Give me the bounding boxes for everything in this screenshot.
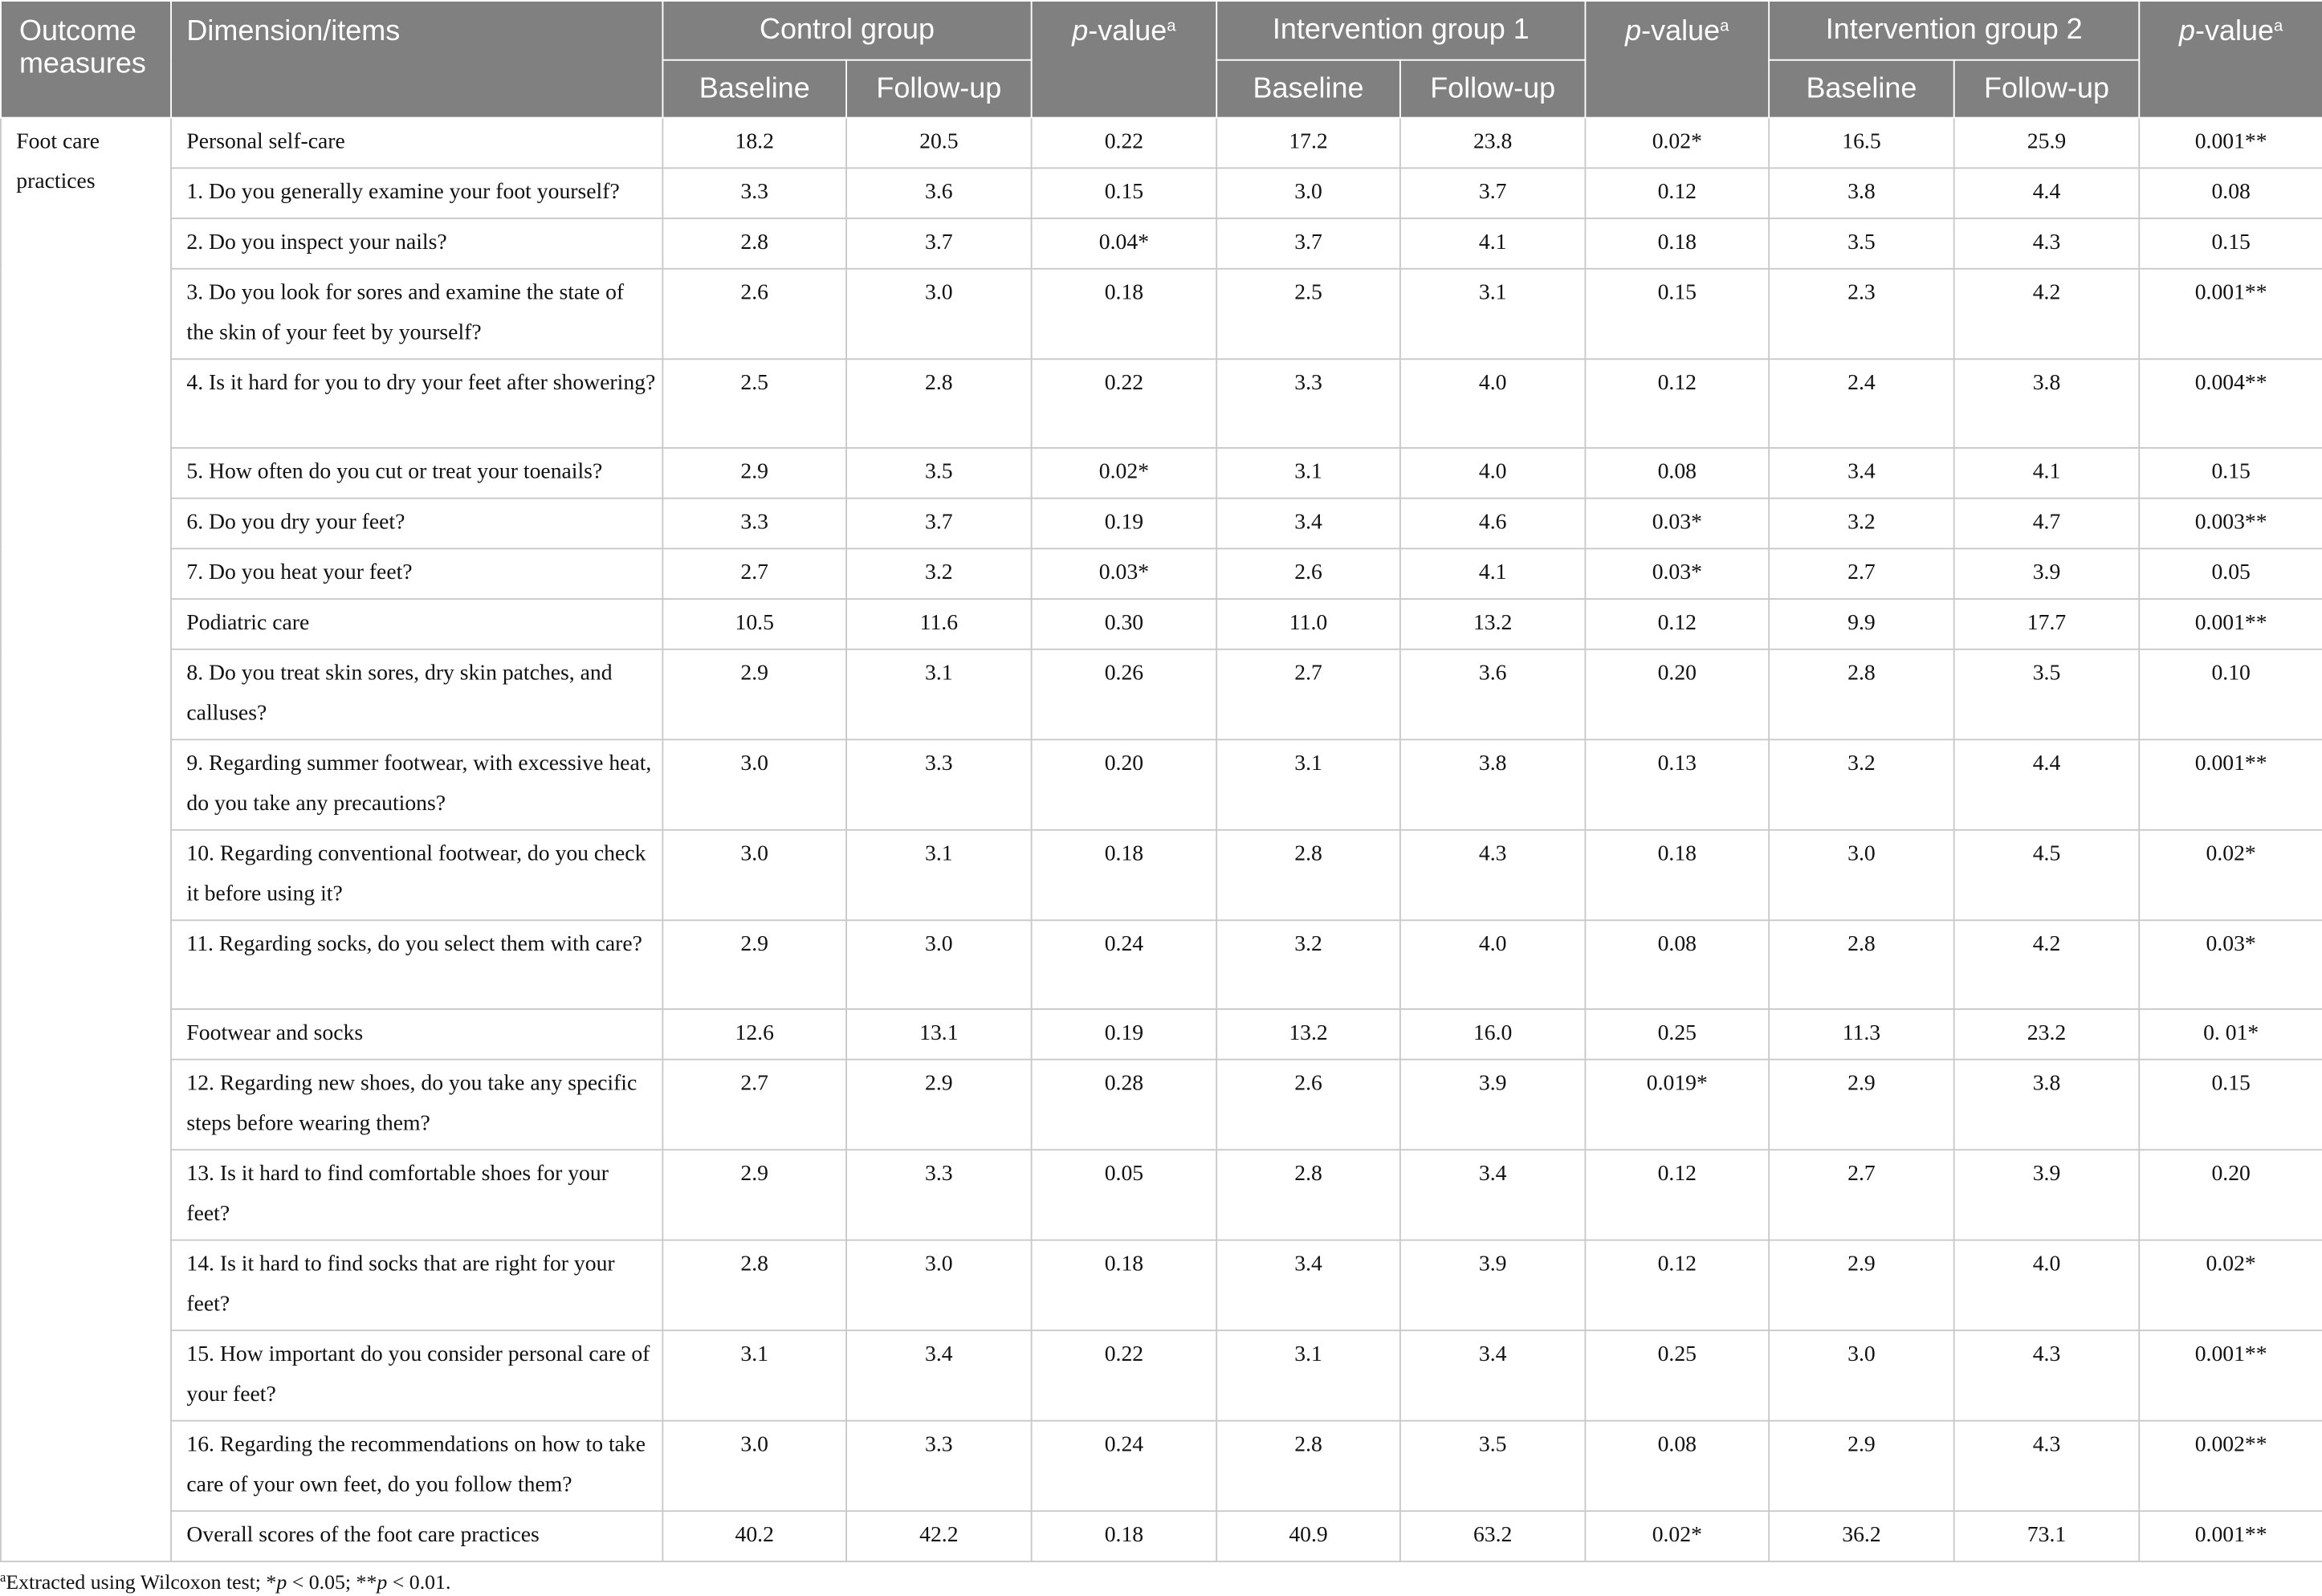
value-cell-i1-base: 40.9 <box>1216 1511 1400 1561</box>
table-row <box>1 168 2322 218</box>
value-cell-i2-base: 3.4 <box>1769 448 1954 499</box>
value-cell-i2-p: 0.05 <box>2139 548 2322 599</box>
value-cell-c-base: 3.3 <box>662 168 846 218</box>
value-cell-i2-base: 2.9 <box>1769 1240 1954 1331</box>
value-cell-i2-follow: 4.2 <box>1954 920 2140 1009</box>
item-cell: 10. Regarding conventional footwear, do you check it before using it? <box>171 830 662 921</box>
table-body <box>1 118 2322 1561</box>
value-cell-c-p: 0.02* <box>1032 448 1217 499</box>
value-cell-c-base: 18.2 <box>662 118 846 169</box>
value-cell-c-base: 10.5 <box>662 599 846 649</box>
value-cell-i1-base: 11.0 <box>1216 599 1400 649</box>
header-control-followup: Follow-up <box>846 60 1032 118</box>
item-cell: Overall scores of the foot care practices <box>171 1511 662 1561</box>
table-row <box>1 920 2322 1009</box>
value-cell-i2-base: 2.8 <box>1769 649 1954 740</box>
table-row <box>1 1330 2322 1421</box>
table-row <box>1 499 2322 549</box>
value-cell-c-follow: 20.5 <box>846 118 1032 169</box>
value-cell-i2-follow: 17.7 <box>1954 599 2140 649</box>
table-row <box>1 359 2322 448</box>
value-cell-i1-base: 2.8 <box>1216 830 1400 921</box>
value-cell-i2-p: 0.02* <box>2139 830 2322 921</box>
value-cell-i1-follow: 4.0 <box>1400 448 1586 499</box>
value-cell-i1-p: 0.03* <box>1585 548 1769 599</box>
value-cell-i1-base: 3.1 <box>1216 739 1400 830</box>
item-cell: Personal self-care <box>171 118 662 169</box>
value-cell-i2-base: 2.7 <box>1769 548 1954 599</box>
value-cell-i2-follow: 73.1 <box>1954 1511 2140 1561</box>
value-cell-c-follow: 3.3 <box>846 739 1032 830</box>
table-row <box>1 548 2322 599</box>
value-cell-c-base: 2.6 <box>662 269 846 360</box>
item-cell: 8. Do you treat skin sores, dry skin patches, and calluses? <box>171 649 662 740</box>
value-cell-c-p: 0.19 <box>1032 499 1217 549</box>
value-cell-i2-follow: 25.9 <box>1954 118 2140 169</box>
value-cell-c-base: 2.8 <box>662 1240 846 1331</box>
value-cell-c-base: 2.5 <box>662 359 846 448</box>
item-cell: 12. Regarding new shoes, do you take any specific steps before wearing them? <box>171 1060 662 1150</box>
value-cell-i1-p: 0.25 <box>1585 1009 1769 1060</box>
value-cell-i2-follow: 3.8 <box>1954 1060 2140 1150</box>
value-cell-i1-follow: 4.6 <box>1400 499 1586 549</box>
value-cell-c-p: 0.18 <box>1032 1240 1217 1331</box>
value-cell-i2-p: 0.08 <box>2139 168 2322 218</box>
value-cell-i2-base: 16.5 <box>1769 118 1954 169</box>
table-row <box>1 448 2322 499</box>
item-cell: 6. Do you dry your feet? <box>171 499 662 549</box>
value-cell-c-base: 2.7 <box>662 1060 846 1150</box>
value-cell-i2-follow: 4.3 <box>1954 1330 2140 1421</box>
header-control-baseline: Baseline <box>662 60 846 118</box>
value-cell-i2-base: 2.9 <box>1769 1060 1954 1150</box>
header-intervention-2-followup: Follow-up <box>1954 60 2140 118</box>
item-cell: 16. Regarding the recommendations on how to take care of your own feet, do you follow them? <box>171 1421 662 1512</box>
value-cell-i1-p: 0.12 <box>1585 1150 1769 1240</box>
table-row <box>1 1060 2322 1150</box>
table-row <box>1 218 2322 269</box>
value-cell-i2-base: 2.7 <box>1769 1150 1954 1240</box>
value-cell-c-base: 3.3 <box>662 499 846 549</box>
value-cell-c-p: 0.26 <box>1032 649 1217 740</box>
item-cell: Footwear and socks <box>171 1009 662 1060</box>
value-cell-c-base: 3.0 <box>662 739 846 830</box>
value-cell-i1-p: 0.12 <box>1585 599 1769 649</box>
value-cell-i1-base: 17.2 <box>1216 118 1400 169</box>
item-cell: 15. How important do you consider personal care of your feet? <box>171 1330 662 1421</box>
value-cell-i1-base: 3.3 <box>1216 359 1400 448</box>
table-row <box>1 1240 2322 1331</box>
table-row <box>1 1009 2322 1060</box>
header-intervention-group-1: Intervention group 1 <box>1216 1 1585 60</box>
item-cell: 13. Is it hard to find comfortable shoes for your feet? <box>171 1150 662 1240</box>
value-cell-i2-p: 0.001** <box>2139 1511 2322 1561</box>
item-cell: 3. Do you look for sores and examine the state of the skin of your feet by yourself? <box>171 269 662 360</box>
value-cell-i2-follow: 3.5 <box>1954 649 2140 740</box>
value-cell-c-p: 0.15 <box>1032 168 1217 218</box>
item-cell: 14. Is it hard to find socks that are right for your feet? <box>171 1240 662 1331</box>
header-control-group: Control group <box>662 1 1031 60</box>
value-cell-i2-base: 9.9 <box>1769 599 1954 649</box>
table-row <box>1 830 2322 921</box>
outcome-measure-cell: Foot care practices <box>1 118 171 1561</box>
value-cell-c-follow: 13.1 <box>846 1009 1032 1060</box>
value-cell-i2-follow: 4.5 <box>1954 830 2140 921</box>
value-cell-c-base: 2.9 <box>662 649 846 740</box>
value-cell-i2-base: 2.9 <box>1769 1421 1954 1512</box>
value-cell-i2-p: 0.004** <box>2139 359 2322 448</box>
value-cell-i1-base: 3.2 <box>1216 920 1400 1009</box>
value-cell-i2-base: 3.5 <box>1769 218 1954 269</box>
value-cell-c-follow: 3.7 <box>846 499 1032 549</box>
value-cell-i1-p: 0.03* <box>1585 499 1769 549</box>
value-cell-c-p: 0.22 <box>1032 359 1217 448</box>
value-cell-i2-follow: 4.3 <box>1954 218 2140 269</box>
item-cell: 11. Regarding socks, do you select them with care? <box>171 920 662 1009</box>
value-cell-i1-p: 0.20 <box>1585 649 1769 740</box>
value-cell-i2-follow: 3.9 <box>1954 1150 2140 1240</box>
value-cell-i1-follow: 3.9 <box>1400 1060 1586 1150</box>
header-dimension-items: Dimension/items <box>171 1 662 118</box>
value-cell-c-p: 0.03* <box>1032 548 1217 599</box>
value-cell-c-base: 2.9 <box>662 920 846 1009</box>
value-cell-i2-base: 3.2 <box>1769 739 1954 830</box>
value-cell-c-p: 0.28 <box>1032 1060 1217 1150</box>
value-cell-i2-base: 3.8 <box>1769 168 1954 218</box>
value-cell-i2-p: 0.001** <box>2139 599 2322 649</box>
value-cell-i1-follow: 3.1 <box>1400 269 1586 360</box>
value-cell-i1-follow: 4.1 <box>1400 548 1586 599</box>
value-cell-i1-base: 13.2 <box>1216 1009 1400 1060</box>
value-cell-i2-follow: 4.0 <box>1954 1240 2140 1331</box>
value-cell-i1-base: 2.5 <box>1216 269 1400 360</box>
value-cell-i2-base: 3.0 <box>1769 830 1954 921</box>
header-pvalue-intervention-2: p-value$^a$ <box>2139 1 2322 118</box>
item-cell: 1. Do you generally examine your foot yourself? <box>171 168 662 218</box>
value-cell-i2-follow: 4.1 <box>1954 448 2140 499</box>
value-cell-i2-p: 0.001** <box>2139 118 2322 169</box>
value-cell-c-p: 0.05 <box>1032 1150 1217 1240</box>
header-pvalue-intervention-1: p-value$^a$ <box>1585 1 1769 118</box>
value-cell-i1-follow: 4.3 <box>1400 830 1586 921</box>
value-cell-i2-follow: 4.4 <box>1954 739 2140 830</box>
value-cell-c-follow: 3.0 <box>846 1240 1032 1331</box>
item-cell: 4. Is it hard for you to dry your feet after showering? <box>171 359 662 448</box>
value-cell-i2-follow: 4.4 <box>1954 168 2140 218</box>
value-cell-i1-follow: 4.0 <box>1400 359 1586 448</box>
item-cell: 5. How often do you cut or treat your toenails? <box>171 448 662 499</box>
value-cell-i1-follow: 3.8 <box>1400 739 1586 830</box>
value-cell-c-follow: 42.2 <box>846 1511 1032 1561</box>
value-cell-i1-follow: 3.6 <box>1400 649 1586 740</box>
value-cell-i1-base: 3.1 <box>1216 1330 1400 1421</box>
value-cell-c-p: 0.24 <box>1032 920 1217 1009</box>
value-cell-c-follow: 2.9 <box>846 1060 1032 1150</box>
table-row <box>1 1150 2322 1240</box>
table-row <box>1 739 2322 830</box>
header-intervention-2-baseline: Baseline <box>1769 60 1954 118</box>
value-cell-i2-p: 0.001** <box>2139 269 2322 360</box>
value-cell-c-p: 0.24 <box>1032 1421 1217 1512</box>
value-cell-i2-p: 0.15 <box>2139 218 2322 269</box>
value-cell-i1-base: 2.7 <box>1216 649 1400 740</box>
header-intervention-1-followup: Follow-up <box>1400 60 1586 118</box>
value-cell-c-follow: 3.4 <box>846 1330 1032 1421</box>
value-cell-c-follow: 3.2 <box>846 548 1032 599</box>
value-cell-i1-p: 0.12 <box>1585 168 1769 218</box>
item-cell: 7. Do you heat your feet? <box>171 548 662 599</box>
value-cell-i2-base: 3.0 <box>1769 1330 1954 1421</box>
value-cell-i1-base: 2.8 <box>1216 1150 1400 1240</box>
value-cell-c-follow: 3.3 <box>846 1421 1032 1512</box>
value-cell-c-p: 0.18 <box>1032 1511 1217 1561</box>
value-cell-c-follow: 3.6 <box>846 168 1032 218</box>
table-row <box>1 649 2322 740</box>
value-cell-i1-follow: 3.9 <box>1400 1240 1586 1331</box>
value-cell-i2-follow: 3.8 <box>1954 359 2140 448</box>
value-cell-i1-p: 0.12 <box>1585 359 1769 448</box>
value-cell-i1-p: 0.08 <box>1585 920 1769 1009</box>
item-cell: 2. Do you inspect your nails? <box>171 218 662 269</box>
value-cell-i1-p: 0.12 <box>1585 1240 1769 1331</box>
header-row-groups <box>1 1 2322 60</box>
value-cell-i1-p: 0.15 <box>1585 269 1769 360</box>
value-cell-i1-base: 2.6 <box>1216 548 1400 599</box>
value-cell-i1-p: 0.08 <box>1585 1421 1769 1512</box>
value-cell-i1-p: 0.08 <box>1585 448 1769 499</box>
value-cell-c-base: 12.6 <box>662 1009 846 1060</box>
value-cell-i2-p: 0.20 <box>2139 1150 2322 1240</box>
value-cell-c-follow: 3.3 <box>846 1150 1032 1240</box>
value-cell-i2-p: 0.001** <box>2139 1330 2322 1421</box>
value-cell-c-p: 0.22 <box>1032 118 1217 169</box>
value-cell-c-follow: 3.0 <box>846 920 1032 1009</box>
table-row <box>1 1511 2322 1561</box>
value-cell-i2-base: 2.8 <box>1769 920 1954 1009</box>
value-cell-i2-base: 36.2 <box>1769 1511 1954 1561</box>
value-cell-i1-follow: 4.0 <box>1400 920 1586 1009</box>
value-cell-c-p: 0.20 <box>1032 739 1217 830</box>
value-cell-i1-base: 3.7 <box>1216 218 1400 269</box>
value-cell-c-base: 40.2 <box>662 1511 846 1561</box>
item-cell: Podiatric care <box>171 599 662 649</box>
value-cell-c-follow: 3.0 <box>846 269 1032 360</box>
value-cell-i1-follow: 3.7 <box>1400 168 1586 218</box>
value-cell-i1-follow: 63.2 <box>1400 1511 1586 1561</box>
value-cell-i2-p: 0. 01* <box>2139 1009 2322 1060</box>
table-row <box>1 118 2322 169</box>
value-cell-c-p: 0.18 <box>1032 830 1217 921</box>
value-cell-i1-follow: 3.5 <box>1400 1421 1586 1512</box>
value-cell-c-base: 2.8 <box>662 218 846 269</box>
value-cell-i2-base: 2.3 <box>1769 269 1954 360</box>
value-cell-i1-base: 3.0 <box>1216 168 1400 218</box>
value-cell-c-base: 3.0 <box>662 830 846 921</box>
value-cell-i2-follow: 23.2 <box>1954 1009 2140 1060</box>
value-cell-i1-base: 3.1 <box>1216 448 1400 499</box>
value-cell-i1-p: 0.18 <box>1585 830 1769 921</box>
value-cell-i1-p: 0.019* <box>1585 1060 1769 1150</box>
table-row <box>1 599 2322 649</box>
value-cell-i2-base: 11.3 <box>1769 1009 1954 1060</box>
value-cell-i1-base: 2.8 <box>1216 1421 1400 1512</box>
value-cell-i2-p: 0.15 <box>2139 448 2322 499</box>
value-cell-i1-p: 0.25 <box>1585 1330 1769 1421</box>
value-cell-i1-p: 0.18 <box>1585 218 1769 269</box>
value-cell-c-base: 3.1 <box>662 1330 846 1421</box>
header-pvalue-control: p-value$^a$ <box>1032 1 1217 118</box>
value-cell-c-base: 3.0 <box>662 1421 846 1512</box>
value-cell-i2-follow: 4.7 <box>1954 499 2140 549</box>
value-cell-i1-follow: 3.4 <box>1400 1150 1586 1240</box>
value-cell-c-follow: 2.8 <box>846 359 1032 448</box>
value-cell-i1-p: 0.02* <box>1585 118 1769 169</box>
table-footnote: $^a$Extracted using Wilcoxon test; *p < 0.05; **p < 0.01. <box>0 1570 451 1595</box>
value-cell-c-follow: 3.1 <box>846 649 1032 740</box>
value-cell-i2-p: 0.15 <box>2139 1060 2322 1150</box>
value-cell-i2-p: 0.001** <box>2139 739 2322 830</box>
value-cell-i2-p: 0.003** <box>2139 499 2322 549</box>
value-cell-i1-base: 3.4 <box>1216 1240 1400 1331</box>
value-cell-i2-p: 0.10 <box>2139 649 2322 740</box>
value-cell-i1-base: 3.4 <box>1216 499 1400 549</box>
table-row <box>1 269 2322 360</box>
value-cell-c-base: 2.9 <box>662 1150 846 1240</box>
value-cell-c-follow: 11.6 <box>846 599 1032 649</box>
item-cell: 9. Regarding summer footwear, with excessive heat, do you take any precautions? <box>171 739 662 830</box>
value-cell-i2-p: 0.03* <box>2139 920 2322 1009</box>
value-cell-i2-base: 2.4 <box>1769 359 1954 448</box>
value-cell-c-p: 0.22 <box>1032 1330 1217 1421</box>
value-cell-c-base: 2.9 <box>662 448 846 499</box>
value-cell-i1-p: 0.13 <box>1585 739 1769 830</box>
value-cell-i1-follow: 4.1 <box>1400 218 1586 269</box>
header-outcome-measures: Outcome measures <box>1 1 171 118</box>
value-cell-i2-follow: 4.2 <box>1954 269 2140 360</box>
value-cell-i2-p: 0.02* <box>2139 1240 2322 1331</box>
value-cell-c-p: 0.30 <box>1032 599 1217 649</box>
value-cell-c-p: 0.04* <box>1032 218 1217 269</box>
value-cell-i1-p: 0.02* <box>1585 1511 1769 1561</box>
value-cell-c-p: 0.18 <box>1032 269 1217 360</box>
table-row <box>1 1421 2322 1512</box>
value-cell-i1-follow: 23.8 <box>1400 118 1586 169</box>
value-cell-i1-follow: 3.4 <box>1400 1330 1586 1421</box>
value-cell-c-p: 0.19 <box>1032 1009 1217 1060</box>
value-cell-i1-follow: 16.0 <box>1400 1009 1586 1060</box>
value-cell-c-follow: 3.5 <box>846 448 1032 499</box>
value-cell-c-follow: 3.7 <box>846 218 1032 269</box>
value-cell-c-base: 2.7 <box>662 548 846 599</box>
value-cell-i2-base: 3.2 <box>1769 499 1954 549</box>
value-cell-i2-follow: 4.3 <box>1954 1421 2140 1512</box>
value-cell-c-follow: 3.1 <box>846 830 1032 921</box>
value-cell-i1-base: 2.6 <box>1216 1060 1400 1150</box>
header-intervention-1-baseline: Baseline <box>1216 60 1400 118</box>
value-cell-i1-follow: 13.2 <box>1400 599 1586 649</box>
value-cell-i2-p: 0.002** <box>2139 1421 2322 1512</box>
header-intervention-group-2: Intervention group 2 <box>1769 1 2139 60</box>
value-cell-i2-follow: 3.9 <box>1954 548 2140 599</box>
